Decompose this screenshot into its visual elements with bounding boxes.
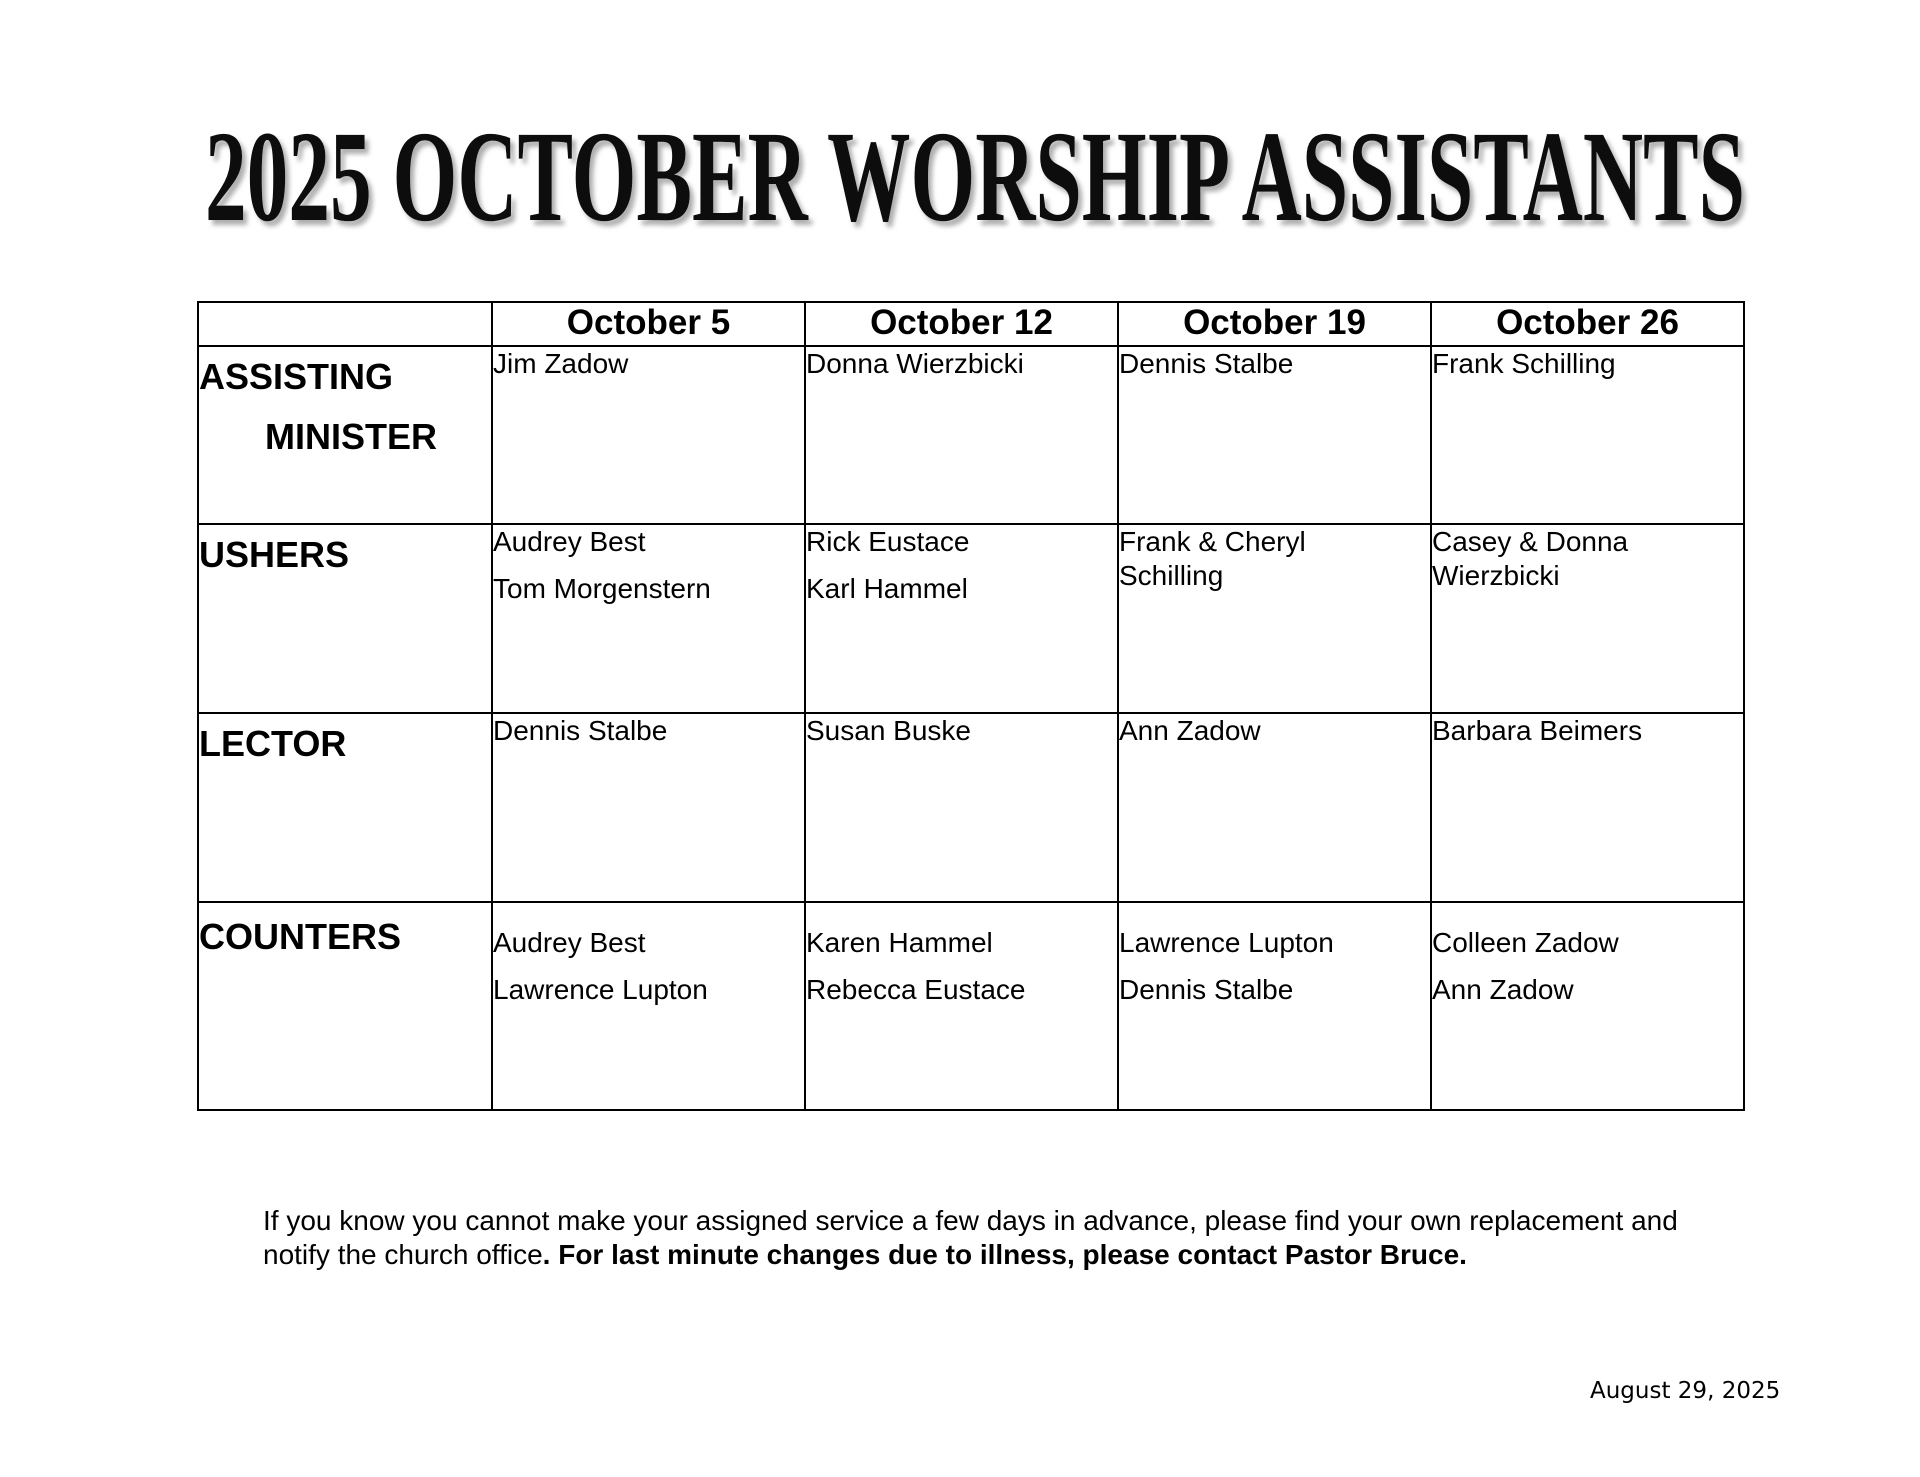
assignee-name: Karen Hammel [806, 927, 993, 958]
assignment-cell [805, 346, 1118, 524]
assignment-cell [805, 713, 1118, 902]
assignee-name: Colleen Zadow [1432, 927, 1619, 958]
role-label-line1: ASSISTING [199, 356, 394, 397]
instruction-note [263, 1204, 1703, 1272]
row-counters [198, 902, 1744, 1110]
document-date: August 29, 2025 [1590, 1378, 1781, 1404]
header-date-oct-26: October 26 [1431, 302, 1744, 346]
assignee-name: Wierzbicki [1432, 560, 1560, 591]
assignee-name: Donna Wierzbicki [806, 348, 1024, 379]
assignment-cell [1431, 524, 1744, 713]
assignee-name: Schilling [1119, 560, 1224, 591]
note-regular-text: If you know you cannot make your assigned service a few days in advance, please find your own replacement and notify the church office [263, 1205, 1678, 1270]
assignee-name: Ann Zadow [1432, 974, 1574, 1005]
assignee-name: Casey & Donna [1432, 526, 1629, 557]
header-date-oct-5: October 5 [492, 302, 805, 346]
assignment-cell [1431, 713, 1744, 902]
assignment-cell [1118, 713, 1431, 902]
assignee-name: Audrey Best [493, 927, 646, 958]
assignment-cell [492, 524, 805, 713]
assignee-name: Tom Morgenstern [493, 573, 711, 604]
assignee-name: Karl Hammel [806, 573, 968, 604]
role-label-ushers [198, 524, 492, 713]
header-date-oct-19: October 19 [1118, 302, 1431, 346]
role-label-line1: COUNTERS [199, 916, 402, 957]
assignee-name: Frank Schilling [1432, 348, 1616, 379]
row-lector [198, 713, 1744, 902]
assignee-name: Dennis Stalbe [1119, 348, 1294, 379]
role-label-lector [198, 713, 492, 902]
role-label-line1: USHERS [199, 534, 350, 575]
assignment-cell [492, 713, 805, 902]
assignment-cell [805, 902, 1118, 1110]
role-label-line2: MINISTER [265, 416, 438, 457]
assignment-cell [805, 524, 1118, 713]
assignee-name: Jim Zadow [493, 348, 629, 379]
assignee-name: Susan Buske [806, 715, 971, 746]
assignee-name: Rebecca Eustace [806, 974, 1026, 1005]
assignee-name: Dennis Stalbe [493, 715, 668, 746]
assignment-cell [492, 902, 805, 1110]
assignment-cell [1431, 902, 1744, 1110]
assignee-name: Ann Zadow [1119, 715, 1261, 746]
assignee-name: Dennis Stalbe [1119, 974, 1294, 1005]
assignee-name: Rick Eustace [806, 526, 970, 557]
row-ushers [198, 524, 1744, 713]
row-assisting-minister [198, 346, 1744, 524]
page-title [195, 88, 1755, 258]
assignment-cell [1118, 346, 1431, 524]
title-wordart [195, 88, 1755, 258]
header-date-oct-12: October 12 [805, 302, 1118, 346]
title-text: 2025 OCTOBER WORSHIP ASSISTANTS [205, 105, 1745, 249]
role-label-counters [198, 902, 492, 1110]
assignee-name: Audrey Best [493, 526, 646, 557]
assignment-cell [1118, 902, 1431, 1110]
role-label-line1: LECTOR [199, 723, 347, 764]
assignee-name: Lawrence Lupton [1119, 927, 1334, 958]
assignment-cell [1118, 524, 1431, 713]
assignee-name: Frank & Cheryl [1119, 526, 1306, 557]
assignment-cell [492, 346, 805, 524]
table-header-row [198, 302, 1744, 346]
assignment-cell [1431, 346, 1744, 524]
note-bold-text: . For last minute changes due to illness, please contact Pastor Bruce. [542, 1239, 1467, 1270]
assignee-name: Lawrence Lupton [493, 974, 708, 1005]
schedule-table [197, 301, 1745, 1111]
assignee-name: Barbara Beimers [1432, 715, 1643, 746]
header-corner-cell [198, 302, 492, 346]
role-label-assisting-minister [198, 346, 492, 524]
